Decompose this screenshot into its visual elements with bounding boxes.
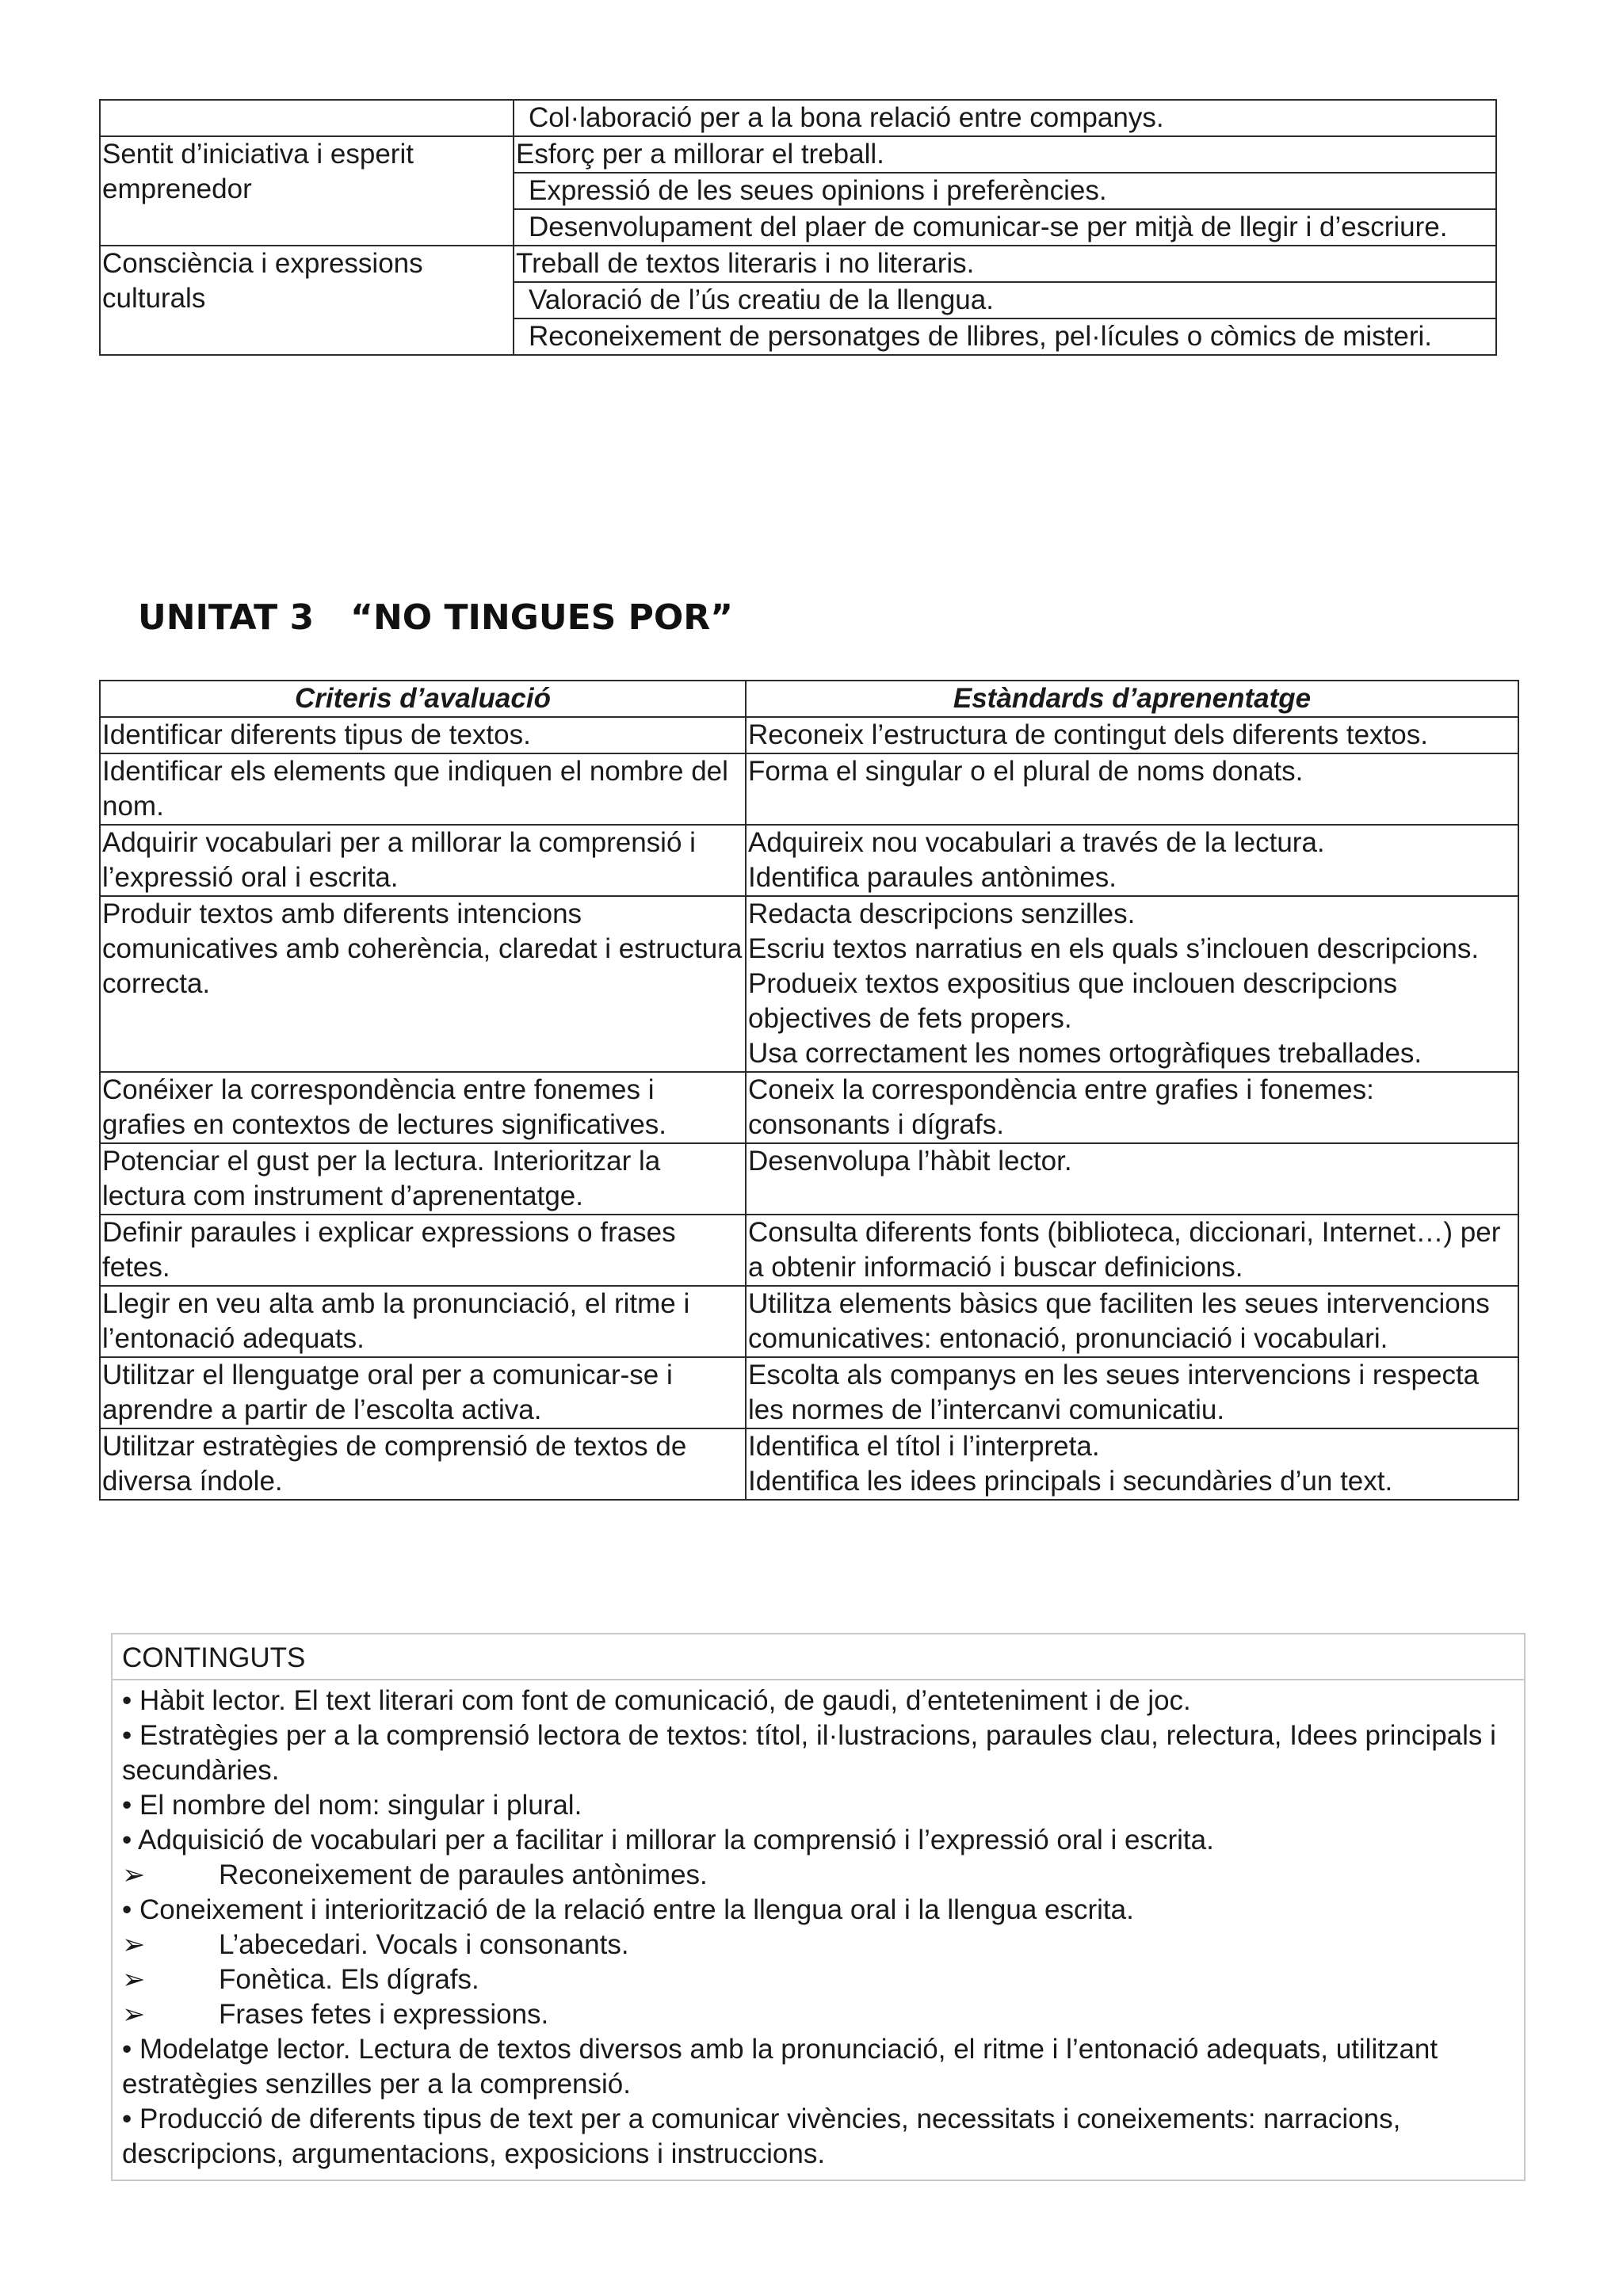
contents-subitem-text: Fonètica. Els dígrafs. bbox=[219, 1964, 479, 1995]
standard-item: Identifica paraules antònimes. bbox=[748, 862, 1117, 893]
arrow-bullet-icon: ➢ bbox=[122, 1999, 146, 2030]
standards-cell bbox=[746, 753, 1518, 825]
table-row bbox=[100, 136, 1496, 173]
competence-item: Valoració de l’ús creatiu de la llengua. bbox=[514, 282, 1496, 318]
contents-item: • Coneixement i interiorització de la relació entre la llengua oral i la llengua escrita. bbox=[122, 1894, 1134, 1925]
arrow-bullet-icon: ➢ bbox=[122, 1964, 146, 1995]
contents-item: • El nombre del nom: singular i plural. bbox=[122, 1790, 582, 1821]
unit-title: UNITAT 3 “NO TINGUES POR” bbox=[138, 597, 734, 638]
standard-item: Forma el singular o el plural de noms donats. bbox=[748, 756, 1304, 787]
table-row bbox=[100, 1072, 1518, 1143]
competence-item: Expressió de les seues opinions i preferències. bbox=[514, 173, 1496, 209]
competence-item: Esforç per a millorar el treball. bbox=[514, 136, 1496, 173]
arrow-bullet-icon: ➢ bbox=[122, 1859, 146, 1890]
competence-item: Desenvolupament del plaer de comunicar-se per mitjà de llegir i d’escriure. bbox=[514, 209, 1496, 246]
table-row bbox=[100, 825, 1518, 896]
competence-item: Treball de textos literaris i no literaris. bbox=[514, 246, 1496, 282]
competences-table bbox=[99, 99, 1497, 356]
competence-item: Reconeixement de personatges de llibres, pel·lícules o còmics de misteri. bbox=[514, 318, 1496, 355]
criteria-cell: Identificar diferents tipus de textos. bbox=[100, 717, 746, 753]
standard-item: Escriu textos narratius en els quals s’inclouen descripcions. bbox=[748, 933, 1480, 964]
contents-box bbox=[111, 1633, 1526, 2181]
table-row bbox=[100, 100, 1496, 136]
standards-cell bbox=[746, 1072, 1518, 1143]
table-row bbox=[100, 1215, 1518, 1286]
contents-item: • Modelatge lector. Lectura de textos diversos amb la pronunciació, el ritme i l’entonació adequats, utilitzant estratègies senzilles per a la comprensió. bbox=[122, 2034, 1438, 2100]
table-row bbox=[100, 896, 1518, 1072]
competence-cell bbox=[100, 100, 514, 136]
contents-subitem-text: Reconeixement de paraules antònimes. bbox=[219, 1859, 708, 1890]
contents-subitem-text: Frases fetes i expressions. bbox=[219, 1999, 549, 2030]
contents-header: CONTINGUTS bbox=[113, 1634, 1524, 1680]
contents-item: • Estratègies per a la comprensió lectora de textos: títol, il·lustracions, paraules clau, relectura, Idees principals i secundàries. bbox=[122, 1720, 1496, 1786]
standard-item: Identifica les idees principals i secundàries d’un text. bbox=[748, 1466, 1393, 1497]
contents-item: • Producció de diferents tipus de text per a comunicar vivències, necessitats i coneixements: narracions, descripcions, argumentacions, exposicions i instruccions. bbox=[122, 2103, 1401, 2169]
contents-item: • Hàbit lector. El text literari com font de comunicació, de gaudi, d’enteteniment i de joc. bbox=[122, 1685, 1191, 1716]
criteria-cell: Potenciar el gust per la lectura. Interioritzar la lectura com instrument d’aprenentatge. bbox=[100, 1143, 746, 1215]
contents-subitem bbox=[122, 1997, 1514, 2032]
standard-item: Produeix textos expositius que inclouen descripcions objectives de fets propers. bbox=[748, 968, 1398, 1034]
standards-cell bbox=[746, 825, 1518, 896]
criteria-cell: Conéixer la correspondència entre fonemes i grafies en contextos de lectures significatives. bbox=[100, 1072, 746, 1143]
contents-item: • Adquisició de vocabulari per a facilitar i millorar la comprensió i l’expressió oral i escrita. bbox=[122, 1825, 1214, 1855]
contents-list bbox=[113, 1680, 1524, 2180]
criteria-cell: Identificar els elements que indiquen el nombre del nom. bbox=[100, 753, 746, 825]
contents-subitem bbox=[122, 1928, 1514, 1962]
criteria-cell: Llegir en veu alta amb la pronunciació, el ritme i l’entonació adequats. bbox=[100, 1286, 746, 1357]
table-row bbox=[100, 1143, 1518, 1215]
standard-item: Identifica el títol i l’interpreta. bbox=[748, 1431, 1100, 1462]
standards-cell bbox=[746, 1286, 1518, 1357]
standards-cell bbox=[746, 1143, 1518, 1215]
standards-cell bbox=[746, 1428, 1518, 1500]
column-header-criteria: Criteris d’avaluació bbox=[100, 681, 746, 717]
standard-item: Reconeix l’estructura de contingut dels diferents textos. bbox=[748, 719, 1428, 750]
standard-item: Escolta als companys en les seues intervencions i respecta les normes de l’intercanvi comunicatiu. bbox=[748, 1360, 1480, 1425]
criteria-table-body bbox=[100, 717, 1518, 1500]
standard-item: Desenvolupa l’hàbit lector. bbox=[748, 1146, 1072, 1177]
standard-item: Consulta diferents fonts (biblioteca, diccionari, Internet…) per a obtenir informació i buscar definicions. bbox=[748, 1217, 1501, 1283]
contents-subitem bbox=[122, 1962, 1514, 1997]
standard-item: Adquireix nou vocabulari a través de la lectura. bbox=[748, 827, 1325, 858]
standards-cell bbox=[746, 1357, 1518, 1428]
table-row bbox=[100, 1286, 1518, 1357]
standards-cell bbox=[746, 717, 1518, 753]
table-header-row bbox=[100, 681, 1518, 717]
contents-subitem-text: L’abecedari. Vocals i consonants. bbox=[219, 1929, 629, 1960]
criteria-cell: Adquirir vocabulari per a millorar la comprensió i l’expressió oral i escrita. bbox=[100, 825, 746, 896]
standard-item: Utilitza elements bàsics que faciliten les seues intervencions comunicatives: entonació, pronunciació i vocabulari. bbox=[748, 1288, 1490, 1354]
competence-cell: Consciència i expressions culturals bbox=[100, 246, 514, 355]
criteria-cell: Produir textos amb diferents intencions comunicatives amb coherència, claredat i estructura correcta. bbox=[100, 896, 746, 1072]
table-row bbox=[100, 246, 1496, 282]
criteria-table bbox=[99, 680, 1519, 1501]
table-row bbox=[100, 1428, 1518, 1500]
standards-cell bbox=[746, 896, 1518, 1072]
competence-cell: Sentit d’iniciativa i esperit emprenedor bbox=[100, 136, 514, 246]
competence-item: Col·laboració per a la bona relació entre companys. bbox=[514, 100, 1496, 136]
criteria-cell: Utilitzar el llenguatge oral per a comunicar-se i aprendre a partir de l’escolta activa. bbox=[100, 1357, 746, 1428]
standard-item: Usa correctament les nomes ortogràfiques treballades. bbox=[748, 1038, 1423, 1069]
table-row bbox=[100, 753, 1518, 825]
table-row bbox=[100, 717, 1518, 753]
arrow-bullet-icon: ➢ bbox=[122, 1929, 146, 1960]
standard-item: Redacta descripcions senzilles. bbox=[748, 898, 1136, 929]
criteria-cell: Utilitzar estratègies de comprensió de textos de diversa índole. bbox=[100, 1428, 746, 1500]
standards-cell bbox=[746, 1215, 1518, 1286]
standard-item: Coneix la correspondència entre grafies i fonemes: consonants i dígrafs. bbox=[748, 1074, 1374, 1140]
criteria-cell: Definir paraules i explicar expressions o frases fetes. bbox=[100, 1215, 746, 1286]
column-header-standards: Estàndards d’aprenentatge bbox=[746, 681, 1518, 717]
table-row bbox=[100, 1357, 1518, 1428]
contents-subitem bbox=[122, 1858, 1514, 1893]
